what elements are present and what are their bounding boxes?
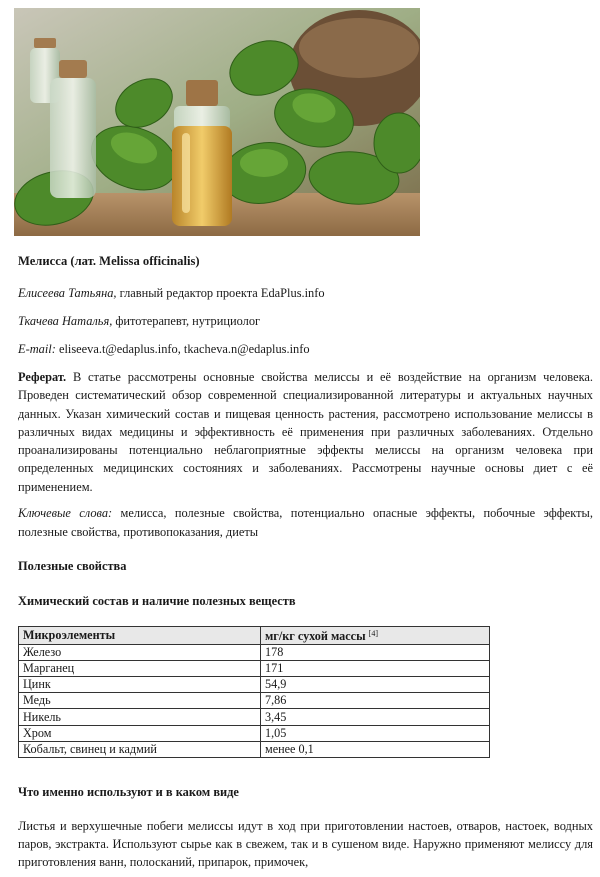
melissa-oil-photo (14, 8, 420, 236)
table-header-row (19, 627, 490, 645)
chemical-composition-table (18, 626, 490, 758)
keywords-label: Ключевые слова: (18, 506, 113, 520)
cell-element: Марганец (19, 660, 261, 676)
cell-value: 54,9 (261, 676, 490, 692)
hero-image (14, 8, 420, 236)
table-row (19, 644, 490, 660)
section-chem-heading: Химический состав и наличие полезных веществ (18, 594, 296, 608)
author-1-name: Елисеева Татьяна, (18, 286, 117, 300)
author-2-role: фитотерапевт, нутрициолог (112, 314, 261, 328)
cell-value: 1,05 (261, 725, 490, 741)
cell-element: Никель (19, 709, 261, 725)
table-row (19, 741, 490, 757)
table-row (19, 693, 490, 709)
table-row (19, 725, 490, 741)
table-row (19, 676, 490, 692)
keywords-text: мелисса, полезные свойства, потенциально опасные эффекты, побочные эффекты, полезные свойства, противопоказания, диеты (18, 506, 593, 539)
cell-value: менее 0,1 (261, 741, 490, 757)
email-links[interactable]: eliseeva.t@edaplus.info, tkacheva.n@edaplus.info (55, 342, 310, 356)
email-line (18, 342, 593, 357)
table-row (19, 709, 490, 725)
cell-value: 7,86 (261, 693, 490, 709)
abstract-label: Реферат. (18, 370, 67, 384)
email-label: E-mail: (18, 342, 56, 356)
author-2 (18, 314, 593, 329)
abstract (18, 368, 593, 496)
table-header-amount-label: мг/кг сухой массы (265, 629, 366, 643)
section-useful-heading: Полезные свойства (18, 559, 127, 573)
cell-element: Железо (19, 644, 261, 660)
cell-value: 3,45 (261, 709, 490, 725)
cell-element: Хром (19, 725, 261, 741)
table-header-amount (261, 627, 490, 645)
cell-value: 171 (261, 660, 490, 676)
author-1 (18, 286, 593, 301)
article-title: Мелисса (лат. Melissa officinalis) (18, 254, 200, 268)
table-row (19, 660, 490, 676)
usage-text: Листья и верхушечные побеги мелиссы идут в ход при приготовлении настоев, отваров, настоек, водных паров, экстракта. Используют сырье как в свежем, так и в сушеном виде. Наружно применяют мелиссу для приготовления ванн, полосканий, припарок, примочек, (18, 819, 593, 870)
cell-element: Медь (19, 693, 261, 709)
table-header-ref[interactable]: [4] (368, 629, 378, 638)
cell-element: Цинк (19, 676, 261, 692)
section-usage-heading: Что именно используют и в каком виде (18, 785, 239, 799)
author-2-name: Ткачева Наталья, (18, 314, 113, 328)
table-header-element: Микроэлементы (19, 627, 261, 645)
keywords (18, 504, 593, 541)
author-1-role: главный редактор проекта EdaPlus.info (116, 286, 325, 300)
abstract-text: В статье рассмотрены основные свойства мелиссы и её воздействие на организм человека. Проведен систематический обзор современной специализированной литературы и актуальных научных данных. Указан химический состав и пищевая ценность растения, рассмотрено использование мелиссы в различных видах медицины и эффективность её применения при различных заболеваниях. Отдельно проанализированы потенциально неблагоприятные эффекты мелиссы на организм человека при определенных медицинских состояниях и заболеваниях. Рассмотрены научные основы диет с её применением. (18, 370, 593, 494)
cell-element: Кобальт, свинец и кадмий (19, 741, 261, 757)
cell-value: 178 (261, 644, 490, 660)
